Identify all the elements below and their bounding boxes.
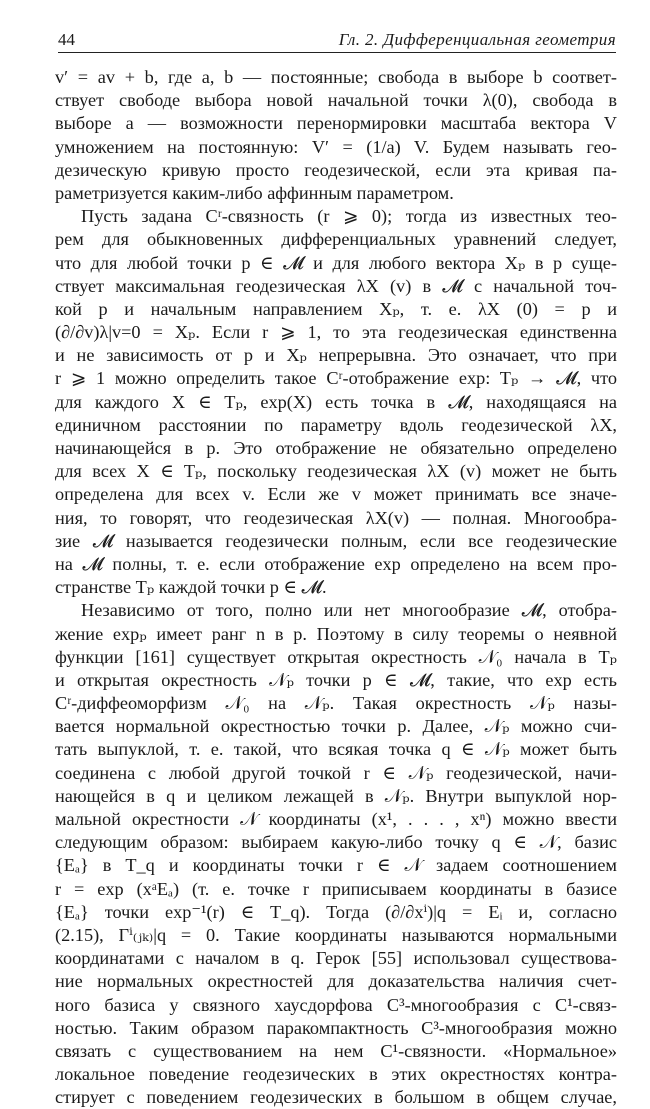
text-line: тать выпуклой, т. е. такой, что всякая точка q ∈ 𝒩ₚ может быть <box>55 739 617 760</box>
text-line: ния, то говорят, что геодезическая λX(v) — полная. Многообра- <box>55 507 617 528</box>
text-line: нающейся в q и целиком лежащей в 𝒩ₚ. Внутри выпуклой нор- <box>55 785 617 806</box>
paragraph <box>55 205 617 599</box>
text-line: на 𝓜 полны, т. е. если отображение exp определено на всем про- <box>55 553 617 574</box>
body-text <box>55 66 617 1109</box>
text-line: для всех X ∈ Tₚ, поскольку геодезическая λX (v) может не быть <box>55 461 617 482</box>
text-line: выборе a — возможности перенормировки масштаба вектора V <box>55 113 617 134</box>
paragraph <box>55 599 617 1109</box>
text-line: ние нормальных окрестностей для доказательства наличия счет- <box>55 971 617 992</box>
running-head: Гл. 2. Дифференциальная геометрия <box>338 30 616 49</box>
text-line: координатами с началом в q. Герок [55] использовал существова- <box>55 948 617 969</box>
text-line: функции [161] существует открытая окрестность 𝒩₀ начала в Tₚ <box>55 646 617 667</box>
text-line: {Eₐ} точки exp⁻¹(r) ∈ T_q). Тогда (∂/∂xⁱ)|q = Eᵢ и, согласно <box>55 901 617 922</box>
text-line: что для любой точки p ∈ 𝓜 и для любого вектора Xₚ в p суще- <box>55 252 617 273</box>
text-line: мальной окрестности 𝒩 координаты (x¹, . . . , xⁿ) можно ввести <box>55 809 617 829</box>
text-line: Независимо от того, полно или нет многообразие 𝓜, отобра- <box>81 600 617 621</box>
text-line: начинающейся в p. Это отображение не обязательно определено <box>55 438 617 458</box>
text-line: соединена с любой другой точкой r ∈ 𝒩ₚ геодезической, начи- <box>55 762 617 783</box>
text-line: стирует с поведением геодезических в большом в общем случае, <box>55 1087 617 1108</box>
text-line: кой p и начальным направлением Xₚ, т. е. λX (0) = p и <box>55 298 617 319</box>
text-line: ностью. Таким образом паракомпактность C³-многообразия можно <box>55 1017 617 1038</box>
text-line: r ⩾ 1 можно определить такое Cʳ-отображение exp: Tₚ → 𝓜, что <box>55 368 617 389</box>
text-line: единичном расстоянии по параметру вдоль геодезической λX, <box>55 414 617 435</box>
text-line: и не зависимость от p и Xₚ непрерывна. Это означает, что при <box>55 345 617 366</box>
text-line: рем для обыкновенных дифференциальных уравнений следует, <box>55 229 617 250</box>
text-line: следующим образом: выбираем какую-либо точку q ∈ 𝒩, базис <box>55 832 617 853</box>
text-line: r = exp (xᵃEₐ) (т. е. точке r приписываем координаты в базисе <box>55 878 617 899</box>
text-line: локальное поведение геодезических в этих окрестностях контра- <box>55 1064 617 1085</box>
text-line: жение expₚ имеет ранг n в p. Поэтому в силу теоремы о неявной <box>55 623 617 644</box>
text-line: Пусть задана Cʳ-связность (r ⩾ 0); тогда из известных тео- <box>81 206 617 227</box>
text-line: умножением на постоянную: V′ = (1/a) V. Будем называть гео- <box>55 136 617 157</box>
text-line: связать с существованием на нем C¹-связности. «Нормальное» <box>55 1040 617 1061</box>
text-line: ного базиса у связного хаусдорфова C³-многообразия с C¹-связ- <box>55 994 617 1015</box>
text-line: (2.15), Γⁱ₍ⱼₖ₎|q = 0. Такие координаты называются нормальными <box>55 924 617 945</box>
page-number: 44 <box>58 30 75 49</box>
text-line: ствует свободе выбора новой начальной точки λ(0), свобода в <box>55 90 617 111</box>
text-line: и открытая окрестность 𝒩ₚ точки p ∈ 𝓜, такие, что exp есть <box>55 669 617 690</box>
text-line: вается нормальной окрестностью точки p. Далее, 𝒩ₚ можно счи- <box>55 716 617 737</box>
text-line: для каждого X ∈ Tₚ, exp(X) есть точка в 𝓜, находящаяся на <box>55 391 617 412</box>
text-line: ствует максимальная геодезическая λX (v) в 𝓜 с начальной точ- <box>55 275 617 296</box>
text-line: {Eₐ} в T_q и координаты точки r ∈ 𝒩 задаем соотношением <box>55 855 617 876</box>
page-header <box>58 30 616 53</box>
text-line: зие 𝓜 называется геодезически полным, если все геодезические <box>55 530 617 551</box>
text-line: (∂/∂v)λ|v=0 = Xₚ. Если r ⩾ 1, то эта геодезическая единственна <box>55 322 617 343</box>
text-line: Cʳ-диффеоморфизм 𝒩₀ на 𝒩ₚ. Такая окрестность 𝒩ₚ назы- <box>55 693 617 714</box>
text-line: определена для всех v. Если же v может принимать все значе- <box>55 484 617 505</box>
text-line: странстве Tₚ каждой точки p ∈ 𝓜. <box>55 577 327 598</box>
text-line: раметризуется каким-либо аффинным параметром. <box>55 182 454 203</box>
text-line: v′ = av + b, где a, b — постоянные; свобода в выборе b соответ- <box>55 67 617 87</box>
text-line: дезическую кривую просто геодезической, если эта кривая па- <box>55 159 617 180</box>
paragraph <box>55 66 617 205</box>
